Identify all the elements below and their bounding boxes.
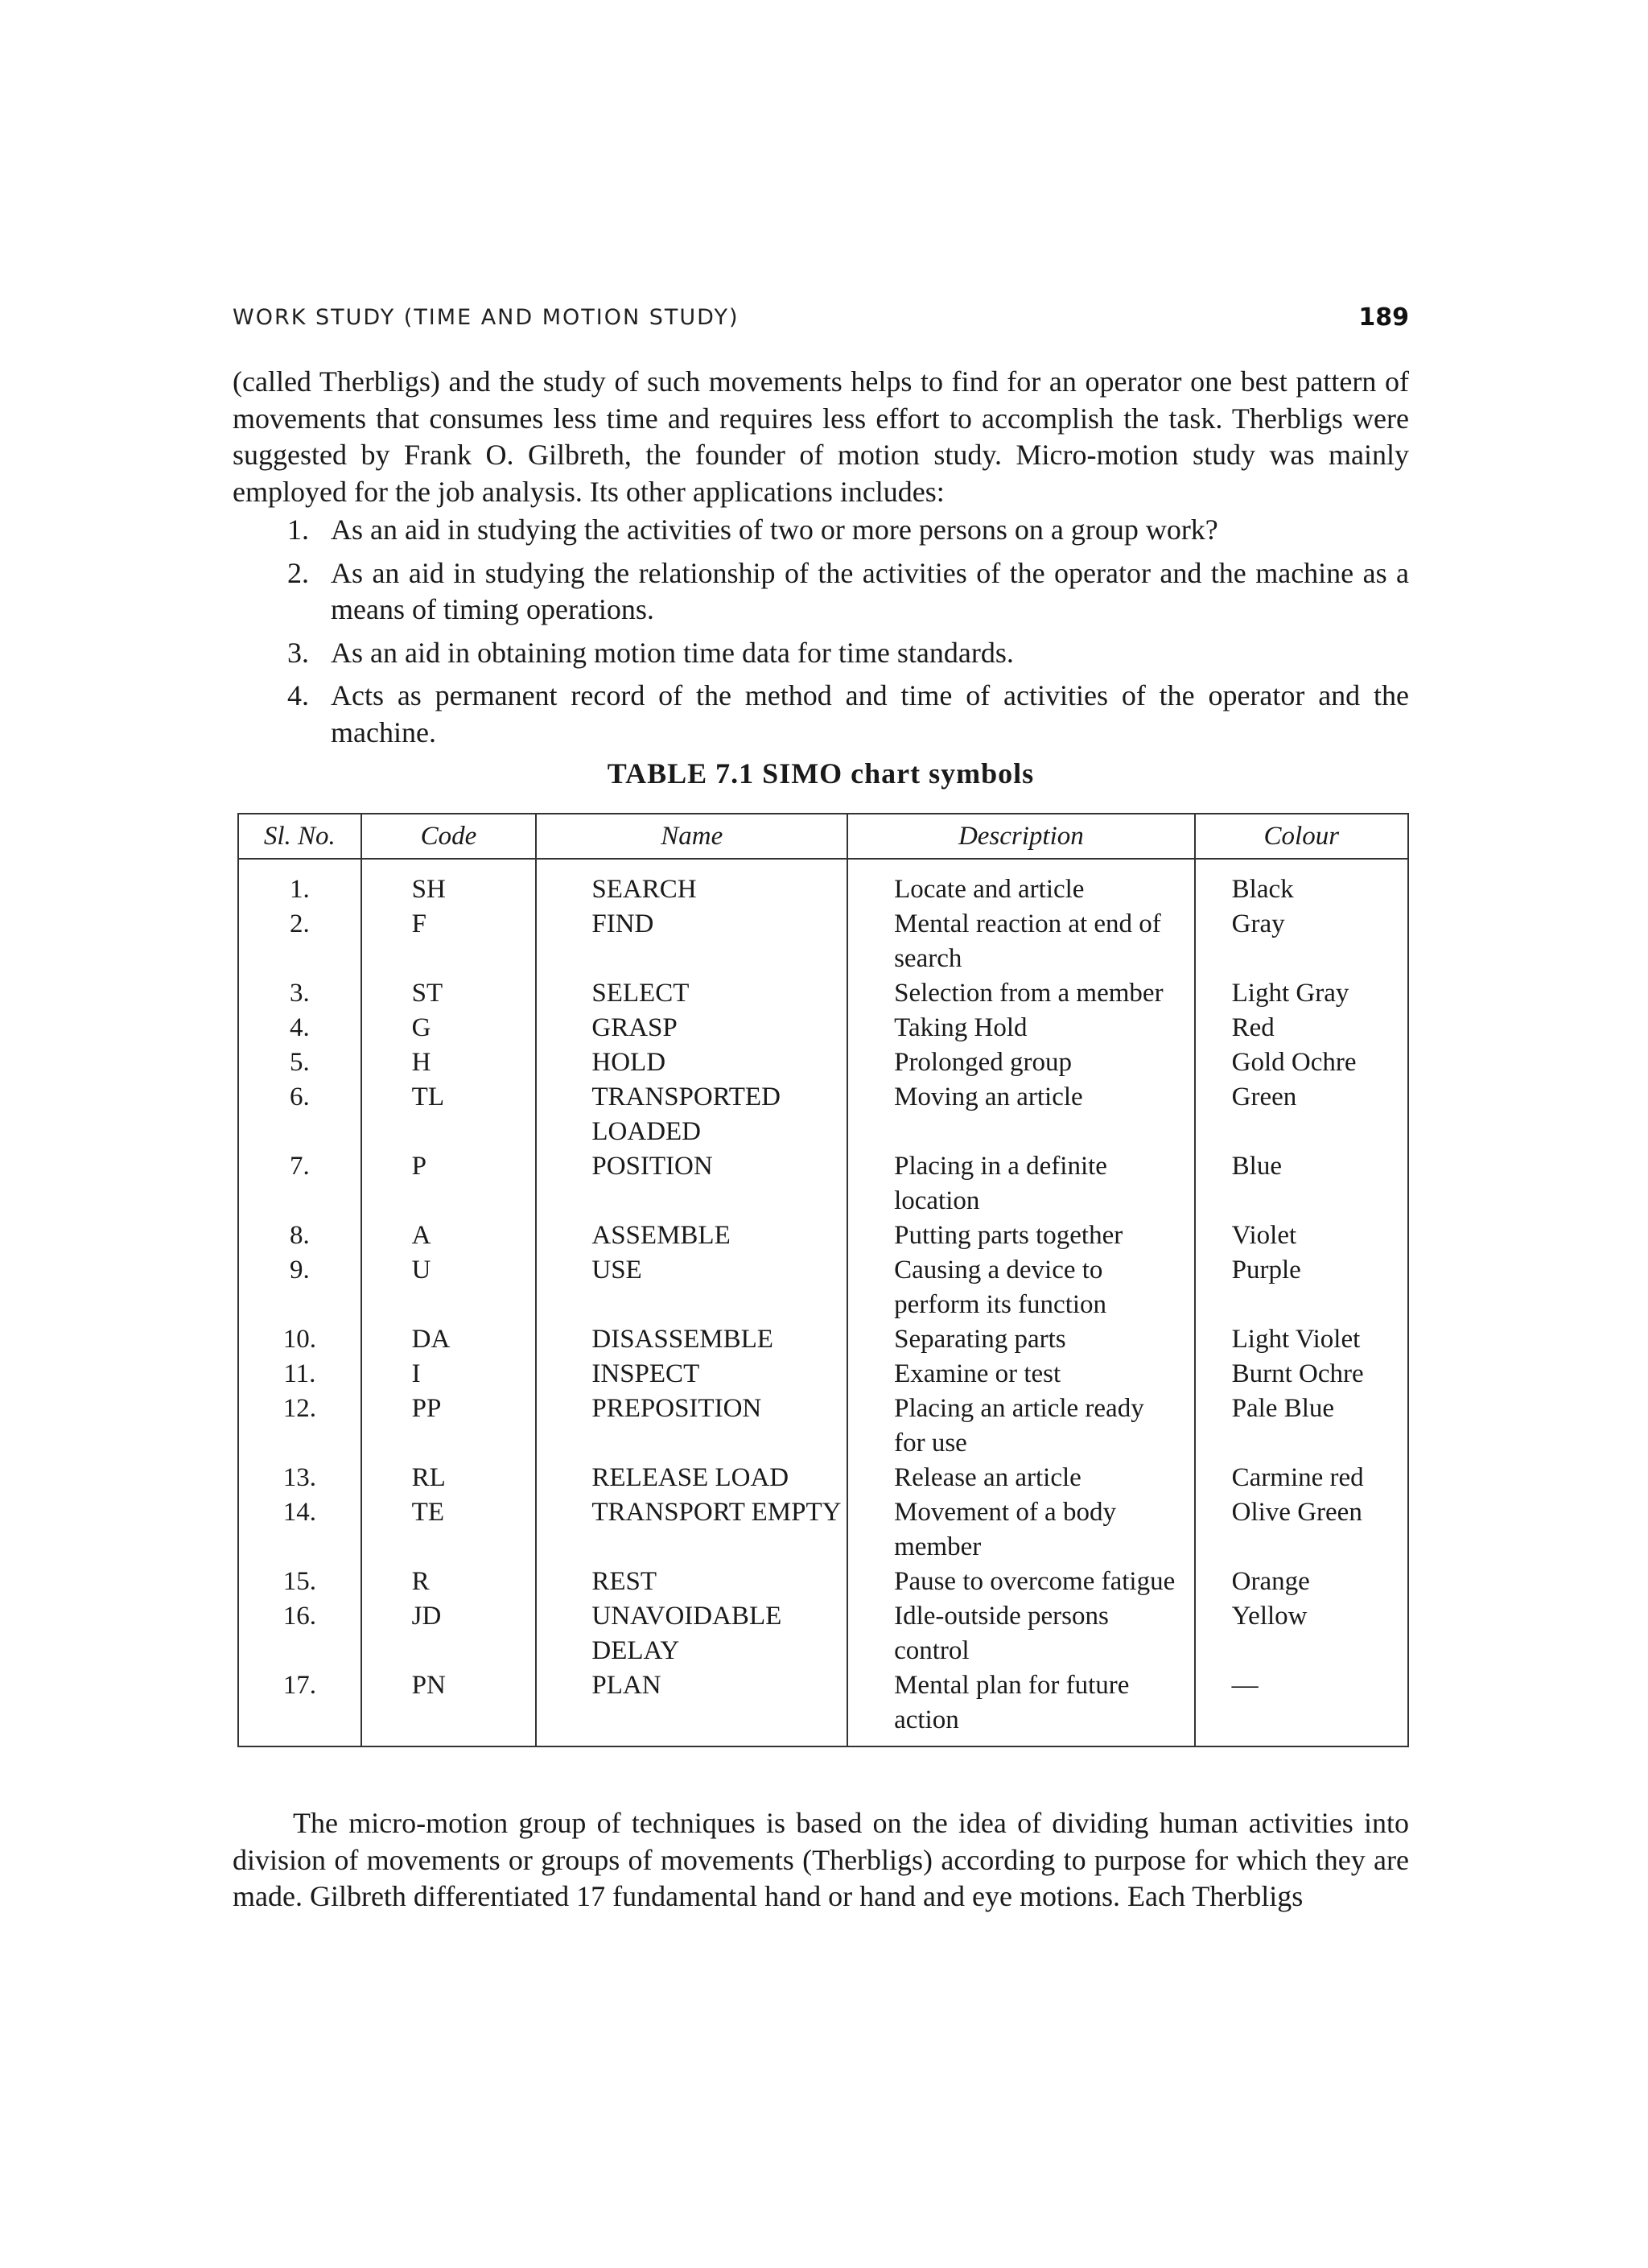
cell-sl-no: 15. — [238, 1565, 361, 1599]
cell-description: Locate and article — [847, 859, 1195, 907]
cell-description: Idle-outside persons control — [847, 1599, 1195, 1668]
cell-sl-no: 6. — [238, 1080, 361, 1149]
cell-sl-no: 17. — [238, 1668, 361, 1746]
cell-colour: Blue — [1231, 1152, 1282, 1181]
cell-sl-no: 4. — [238, 1011, 361, 1045]
cell-name: USE — [536, 1253, 847, 1322]
cell-description: Prolonged group — [847, 1045, 1195, 1080]
table-row — [238, 1495, 1408, 1565]
cell-name: TRANSPORT EMPTY — [536, 1495, 847, 1565]
cell-name: POSITION — [536, 1149, 847, 1219]
header-colour: Colour — [1195, 814, 1408, 859]
cell-name: PREPOSITION — [536, 1392, 847, 1461]
list-item — [233, 555, 1409, 629]
table-row — [238, 1599, 1408, 1668]
cell-colour: Red — [1231, 1013, 1275, 1042]
table-row — [238, 1149, 1408, 1219]
list-item — [233, 678, 1409, 751]
table-row — [238, 1357, 1408, 1392]
table-header-row — [238, 814, 1408, 859]
cell-sl-no: 8. — [238, 1219, 361, 1253]
cell-code: R — [361, 1565, 537, 1599]
cell-code: F — [361, 907, 537, 976]
cell-sl-no: 9. — [238, 1253, 361, 1322]
cell-colour: Orange — [1231, 1567, 1310, 1596]
cell-description: Release an article — [847, 1461, 1195, 1495]
page-number: 189 — [1358, 303, 1409, 332]
cell-sl-no: 1. — [238, 859, 361, 907]
cell-colour: Olive Green — [1231, 1498, 1362, 1527]
cell-colour: Yellow — [1231, 1602, 1308, 1631]
cell-sl-no: 5. — [238, 1045, 361, 1080]
header-code: Code — [361, 814, 537, 859]
cell-code: RL — [361, 1461, 537, 1495]
cell-description: Putting parts together — [847, 1219, 1195, 1253]
cell-name: HOLD — [536, 1045, 847, 1080]
list-item-number: 1. — [287, 513, 309, 546]
table-row — [238, 1392, 1408, 1461]
table-row — [238, 1080, 1408, 1149]
cell-colour: Violet — [1231, 1221, 1297, 1250]
list-item — [233, 512, 1409, 549]
table-row — [238, 1253, 1408, 1322]
cell-description: Taking Hold — [847, 1011, 1195, 1045]
cell-colour: Burnt Ochre — [1231, 1359, 1364, 1388]
cell-colour: Carmine red — [1231, 1463, 1364, 1492]
cell-sl-no: 10. — [238, 1322, 361, 1357]
cell-colour: Gray — [1231, 909, 1285, 938]
cell-code: G — [361, 1011, 537, 1045]
cell-name: DISASSEMBLE — [536, 1322, 847, 1357]
cell-description: Pause to overcome fatigue — [847, 1565, 1195, 1599]
cell-code: P — [361, 1149, 537, 1219]
cell-name: RELEASE LOAD — [536, 1461, 847, 1495]
applications-list — [233, 512, 1409, 757]
cell-sl-no: 3. — [238, 976, 361, 1011]
simo-chart-table — [237, 813, 1409, 1747]
cell-code: PN — [361, 1668, 537, 1746]
cell-description: Placing in a definite location — [847, 1149, 1195, 1219]
table-row — [238, 1668, 1408, 1746]
cell-description: Moving an article — [847, 1080, 1195, 1149]
cell-description: Mental reaction at end of search — [847, 907, 1195, 976]
header-sl-no: Sl. No. — [238, 814, 361, 859]
list-item-number: 2. — [287, 556, 309, 589]
table-body — [238, 859, 1408, 1746]
cell-code: DA — [361, 1322, 537, 1357]
cell-code: A — [361, 1219, 537, 1253]
running-head — [233, 301, 1409, 333]
cell-description: Examine or test — [847, 1357, 1195, 1392]
cell-description: Separating parts — [847, 1322, 1195, 1357]
cell-code: PP — [361, 1392, 537, 1461]
cell-colour: Black — [1231, 875, 1294, 904]
table-row — [238, 1565, 1408, 1599]
cell-name: FIND — [536, 907, 847, 976]
cell-name: GRASP — [536, 1011, 847, 1045]
list-item-text: As an aid in studying the activities of two or more persons on a group work? — [331, 513, 1218, 546]
cell-name: SEARCH — [536, 859, 847, 907]
cell-code: TE — [361, 1495, 537, 1565]
cell-name: TRANSPORTED LOADED — [536, 1080, 847, 1149]
cell-sl-no: 2. — [238, 907, 361, 976]
list-item-text: As an aid in studying the relationship of the activities of the operator and the machine as a means of timing operations. — [331, 556, 1409, 625]
table-row — [238, 1322, 1408, 1357]
cell-description: Mental plan for future action — [847, 1668, 1195, 1746]
table-caption: TABLE 7.1 SIMO chart symbols — [607, 757, 1035, 790]
cell-colour: Light Violet — [1231, 1325, 1361, 1354]
cell-sl-no: 12. — [238, 1392, 361, 1461]
cell-sl-no: 14. — [238, 1495, 361, 1565]
cell-description: Selection from a member — [847, 976, 1195, 1011]
list-item-number: 3. — [287, 636, 309, 669]
list-item-text: Acts as permanent record of the method and time of activities of the operator and the machine. — [331, 679, 1409, 748]
cell-name: ASSEMBLE — [536, 1219, 847, 1253]
list-item-text: As an aid in obtaining motion time data for time standards. — [331, 636, 1014, 669]
cell-description: Placing an article ready for use — [847, 1392, 1195, 1461]
cell-name: INSPECT — [536, 1357, 847, 1392]
cell-name: SELECT — [536, 976, 847, 1011]
cell-name: REST — [536, 1565, 847, 1599]
table-row — [238, 976, 1408, 1011]
table-row — [238, 1045, 1408, 1080]
cell-sl-no: 7. — [238, 1149, 361, 1219]
cell-colour: Pale Blue — [1231, 1394, 1335, 1423]
cell-sl-no: 13. — [238, 1461, 361, 1495]
table-row — [238, 1011, 1408, 1045]
cell-colour: Gold Ochre — [1231, 1048, 1357, 1077]
cell-code: ST — [361, 976, 537, 1011]
cell-description: Movement of a body member — [847, 1495, 1195, 1565]
cell-name: UNAVOIDABLE DELAY — [536, 1599, 847, 1668]
cell-colour: — — [1231, 1671, 1259, 1700]
cell-sl-no: 11. — [238, 1357, 361, 1392]
closing-paragraph: The micro-motion group of techniques is based on the idea of dividing human activities into division of movements or groups of movements (Therbligs) according to purpose for which they are made. Gilbreth differentiated 17 fundamental hand or hand and eye motions. Each Therbligs — [233, 1807, 1409, 1912]
cell-code: I — [361, 1357, 537, 1392]
table-row — [238, 1219, 1408, 1253]
cell-code: SH — [361, 859, 537, 907]
list-item-number: 4. — [287, 679, 309, 711]
cell-colour: Purple — [1231, 1256, 1301, 1285]
cell-description: Causing a device to perform its function — [847, 1253, 1195, 1322]
table-row — [238, 859, 1408, 907]
cell-colour: Light Gray — [1231, 979, 1349, 1008]
running-title: WORK STUDY (TIME AND MOTION STUDY) — [233, 304, 740, 330]
cell-colour: Green — [1231, 1082, 1297, 1111]
header-description: Description — [847, 814, 1195, 859]
cell-name: PLAN — [536, 1668, 847, 1746]
header-name: Name — [536, 814, 847, 859]
list-item — [233, 635, 1409, 672]
cell-code: TL — [361, 1080, 537, 1149]
cell-code: U — [361, 1253, 537, 1322]
intro-paragraph: (called Therbligs) and the study of such movements helps to find for an operator one best pattern of movements that consumes less time and requires less effort to accomplish the task. Therbligs were suggested by Frank O. Gilbreth, the founder of motion study. Micro-motion study was mainly employed for the job analysis. Its other applications includes: — [233, 365, 1409, 508]
table-row — [238, 1461, 1408, 1495]
cell-sl-no: 16. — [238, 1599, 361, 1668]
cell-code: H — [361, 1045, 537, 1080]
cell-code: JD — [361, 1599, 537, 1668]
table-row — [238, 907, 1408, 976]
